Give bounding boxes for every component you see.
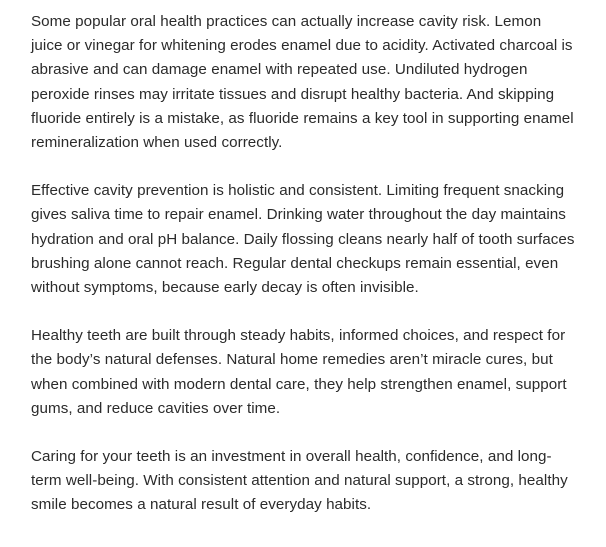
paragraph-cavity-risk-practices: Some popular oral health practices can actually increase cavity risk. Lemon juice or vinegar for whitening erodes enamel due to acidity. Activated charcoal is abrasive and can damage enamel with repeated use. Undiluted hydrogen peroxide rinses may irritate tissues and disrupt healthy bacteria. And skipping fluoride entirely is a mistake, as fluoride remains a key tool in supporting enamel remineralization when used correctly. xyxy=(31,13,574,152)
paragraph-conclusion: Caring for your teeth is an investment in overall health, confidence, and long-term well-being. With consistent attention and natural support, a strong, healthy smile becomes a natural result of everyday habits. xyxy=(31,448,568,514)
paragraph-cavity-prevention: Effective cavity prevention is holistic and consistent. Limiting frequent snacking gives saliva time to repair enamel. Drinking water throughout the day maintains hydration and oral pH balance. Daily flossing cleans nearly half of tooth surfaces brushing alone cannot reach. Regular dental checkups remain essential, even without symptoms, because early decay is often invisible. xyxy=(31,182,575,297)
paragraph-healthy-habits: Healthy teeth are built through steady habits, informed choices, and respect for the body’s natural defenses. Natural home remedies aren’t miracle cures, but when combined with modern dental care, they help strengthen enamel, support gums, and reduce cavities over time. xyxy=(31,327,567,417)
